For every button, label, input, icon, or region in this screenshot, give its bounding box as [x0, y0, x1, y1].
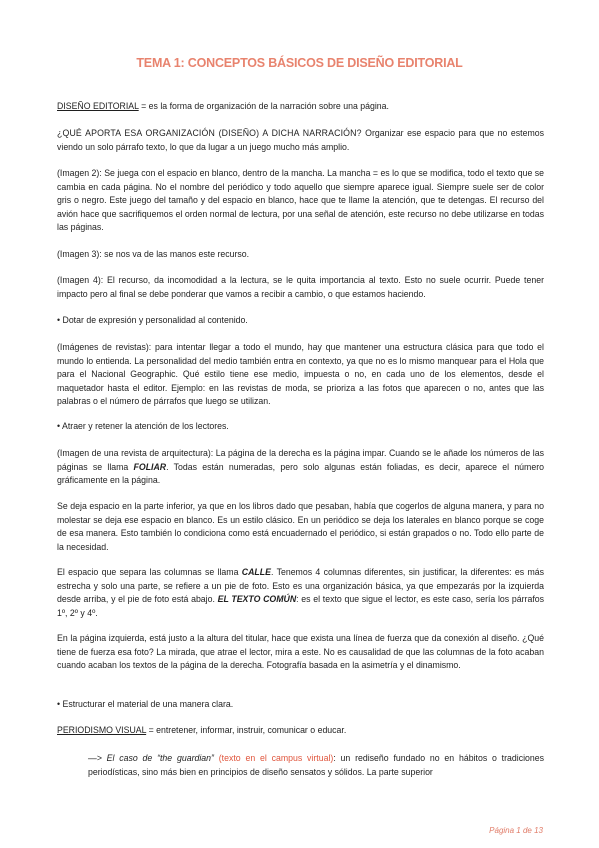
paragraph-imagen-3: (Imagen 3): se nos va de las manos este recurso.	[57, 249, 250, 259]
paragraph-arquitectura	[57, 447, 544, 488]
question-text: ¿QUÉ APORTA ESA ORGANIZACIÓN (DISEÑO) A DICHA NARRACIÓN?	[57, 128, 362, 138]
paragraph-espacio: Se deja espacio en la parte inferior, ya que en los libros dado que pesaban, había que cogerlos de alguna manera, y para no molestar se deja ese espacio en blanco. Es un estilo clásico. En un periódico se deja los laterales en blanco porque se coge de esa manera. Esto también lo condiciona como está encuadernado el periódico, si están grapados o no. Todo ello parte de la necesidad.	[57, 501, 544, 552]
term-calle: CALLE	[241, 567, 271, 577]
term-foliar: FOLIAR	[133, 461, 167, 472]
page-number: Página 1 de 13	[489, 826, 543, 835]
answer-text: Organizar ese espacio para que no estemos viendo un solo párrafo texto, lo que da lugar a un juego mucho más amplio.	[57, 128, 544, 152]
paragraph-izquierda: En la página izquierda, está justo a la altura del titular, hace que exista una línea de fuerza que da conexión al diseño. ¿Qué tiene de fuerza esa foto? La mirada, que atrae el lector, mira a este. No es causalidad de que las columnas de la foto acaban cuando acaban los textos de la página de la derecha. Fotografía basada en la asimetría y el dinamismo.	[57, 633, 544, 671]
definition-diseno-editorial	[57, 100, 544, 114]
bullet-estructurar: • Estructurar el material de una manera clara.	[57, 699, 234, 709]
campus-link[interactable]: (texto en el campus virtual)	[213, 753, 334, 763]
paragraph-imagen-4: (Imagen 4): El recurso, da incomodidad a la lectura, se le quita importancia al texto. Esto no suele ocurrir. Puede tener impacto pero al final se debe ponderar que vamos a recibir a cambio, o que estamos haciendo.	[57, 275, 544, 299]
bullet-atraer: • Atraer y retener la atención de los lectores.	[57, 421, 229, 431]
arq-text-b: . Todas están numeradas, pero solo algunas están foliadas, es decir, aparece el número gráficamente en la página.	[57, 461, 544, 486]
term-diseno-editorial: DISEÑO EDITORIAL	[57, 101, 139, 111]
guardian-text: : un rediseño fundado no en hábitos o tradiciones periodísticas, sino más bien en principios de diseño sensatos y sólidos. La parte superior	[88, 753, 544, 777]
periodismo-text: = entretener, informar, instruir, comunicar o educar.	[146, 725, 347, 735]
paragraph-revistas: (Imágenes de revistas): para intentar llegar a todo el mundo, hay que mantener una estructura clásica para que todo el mundo lo entienda. La personalidad del medio también entra en contexto, ya que no es lo mismo manquear para el Hola que para el Nacional Geographic. Qué estilo tiene ese medio, impuesta o no, en cada uno de los elementos, desde el maquetador hasta el editor. Ejemplo: en las revistas de moda, se prioriza a las fotos que aparecen o no, antes que las palabras o el número de párrafos que luego se utilizan.	[57, 342, 544, 407]
page-title: TEMA 1: CONCEPTOS BÁSICOS DE DISEÑO EDITORIAL	[136, 56, 463, 70]
paragraph-calle	[57, 566, 544, 620]
question-paragraph	[57, 127, 544, 154]
arq-text-a: (Imagen de una revista de arquitectura): La página de la derecha es la página impar. Cuando se le añade los números de las páginas se llama	[57, 448, 544, 472]
calle-text-a: El espacio que separa las columnas se llama	[57, 567, 242, 577]
term-texto-comun: EL TEXTO COMÚN	[217, 594, 297, 605]
bullet-expresion: • Dotar de expresión y personalidad al contenido.	[57, 315, 248, 325]
calle-text-c: : es el texto que sigue el lector, es este caso, sería los párrafos 1º, 2º y 4º.	[57, 594, 544, 618]
arrow-glyph: —>	[88, 753, 107, 763]
paragraph-imagen-2: (Imagen 2): Se juega con el espacio en blanco, dentro de la mancha. La mancha = es lo que se modifica, todo el texto que se cambia en cada página. No el nombre del periódico y todo aquello que siempre aparece igual. Siempre suele ser de color gris o negro. Este juego del tamaño y del espacio en blanco, hace que te llame la atención, que te detengas. El recurso del avión hace que sacrifiquemos el orden normal de lectura, por una señal de atención, este recurso no debe utilizarse en todas las páginas.	[57, 168, 544, 233]
paragraph-guardian	[88, 752, 544, 779]
definition-periodismo-visual	[57, 724, 544, 738]
term-periodismo-visual: PERIODISMO VISUAL	[57, 725, 147, 735]
calle-text-b: . Tenemos 4 columnas diferentes, sin justificar, la diferentes: es más estrecha y solo una parte, se refiere a un pie de foto. Esto es una organización básica, ya que empezarás por la izquierda desde arriba, y el pie de foto está abajo.	[57, 567, 544, 605]
guardian-case: El caso de “the guardian”	[106, 753, 214, 763]
definition-text: = es la forma de organización de la narración sobre una página.	[138, 101, 389, 111]
